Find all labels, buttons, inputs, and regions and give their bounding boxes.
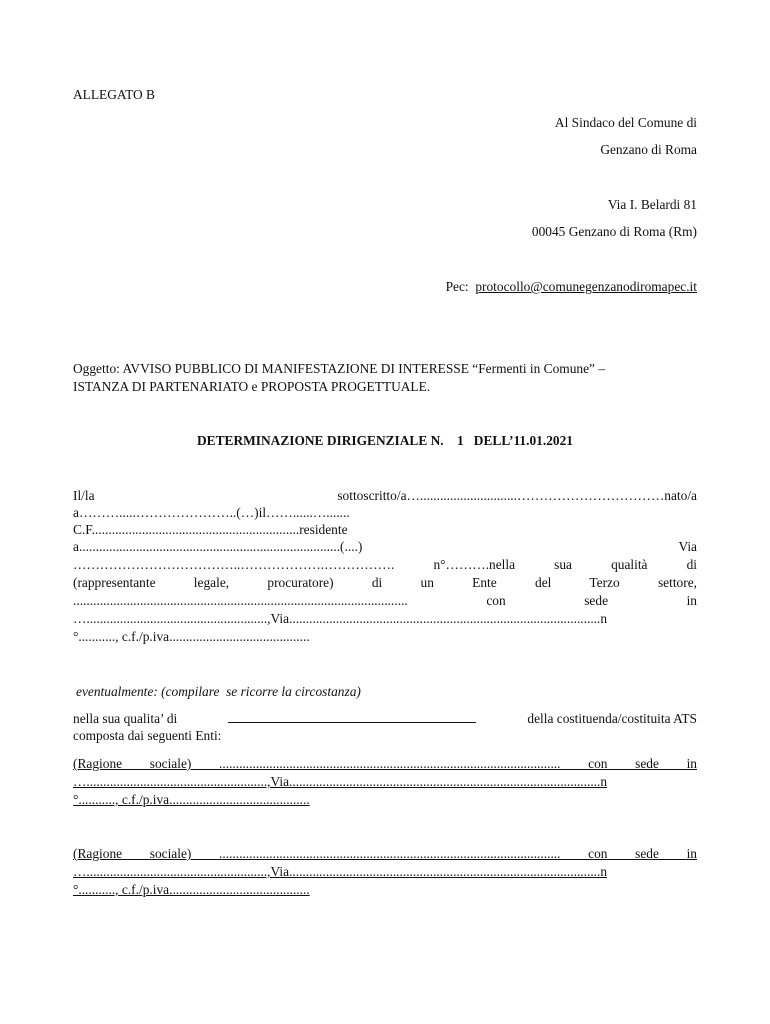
capacity-line [73,710,697,727]
declarant-line-5: ………………………………..……………….……………. n°……….nella sua qualità di [73,557,697,572]
recipient-line-1: Al Sindaco del Comune di [554,115,697,130]
declarant-line-3: C.F..............................................................residente [73,522,348,537]
recipient-line-2: Genzano di Roma [600,142,697,157]
pec-line [73,278,697,295]
entity-2-line-1: (Ragione sociale) ...................................................................................................... con sede in [73,846,697,861]
declarant-line-6: (rappresentante legale, procuratore) di un Ente del Terzo settore, [73,575,697,590]
address-line-1: Via I. Belardi 81 [607,197,697,212]
composed-of-label: composta dai seguenti Enti: [73,728,222,743]
entity-2-line-3: °..........., c.f./p.iva.......................................... [73,882,310,897]
pec-email-link[interactable]: protocollo@comunegenzanodiromapec.it [475,279,697,294]
attachment-label: ALLEGATO B [73,87,155,102]
entity-1-line-2: …......................................................,Via.............................................................................................n [73,774,608,789]
capacity-ats-label: della costituenda/costituita ATS [527,711,697,726]
subject-line-2: ISTANZA DI PARTENARIATO e PROPOSTA PROGETTUALE. [73,379,431,394]
entity-1-line-1: (Ragione sociale) ...................................................................................................... con sede in [73,756,697,771]
optional-note: eventualmente: (compilare se ricorre la circostanza) [76,684,361,699]
declarant-line-1: Il/la sottoscritto/a….............................……………………………nato/a [73,488,697,503]
declarant-line-9: °..........., c.f./p.iva.......................................... [73,629,310,644]
declarant-line-4: a..............................................................................(....) Via [73,539,697,554]
declarant-line-7: .................................................................................................... con sede in [73,593,697,608]
declarant-line-2: a……….....…………………..(…)il……......…....... [73,505,350,520]
entity-1-line-3: °..........., c.f./p.iva.......................................... [73,792,310,807]
capacity-blank-field[interactable] [228,710,476,723]
subject-line-1: Oggetto: AVVISO PUBBLICO DI MANIFESTAZIONE DI INTERESSE “Fermenti in Comune” – [73,361,606,376]
capacity-label: nella sua qualita’ di [73,711,178,726]
pec-label: Pec: [445,279,469,294]
declarant-line-8: …......................................................,Via.............................................................................................n [73,611,608,626]
determination-heading: DETERMINAZIONE DIRIGENZIALE N. 1 DELL’11.01.2021 [197,433,573,448]
address-line-2: 00045 Genzano di Roma (Rm) [531,224,697,239]
entity-2-line-2: …......................................................,Via.............................................................................................n [73,864,608,879]
